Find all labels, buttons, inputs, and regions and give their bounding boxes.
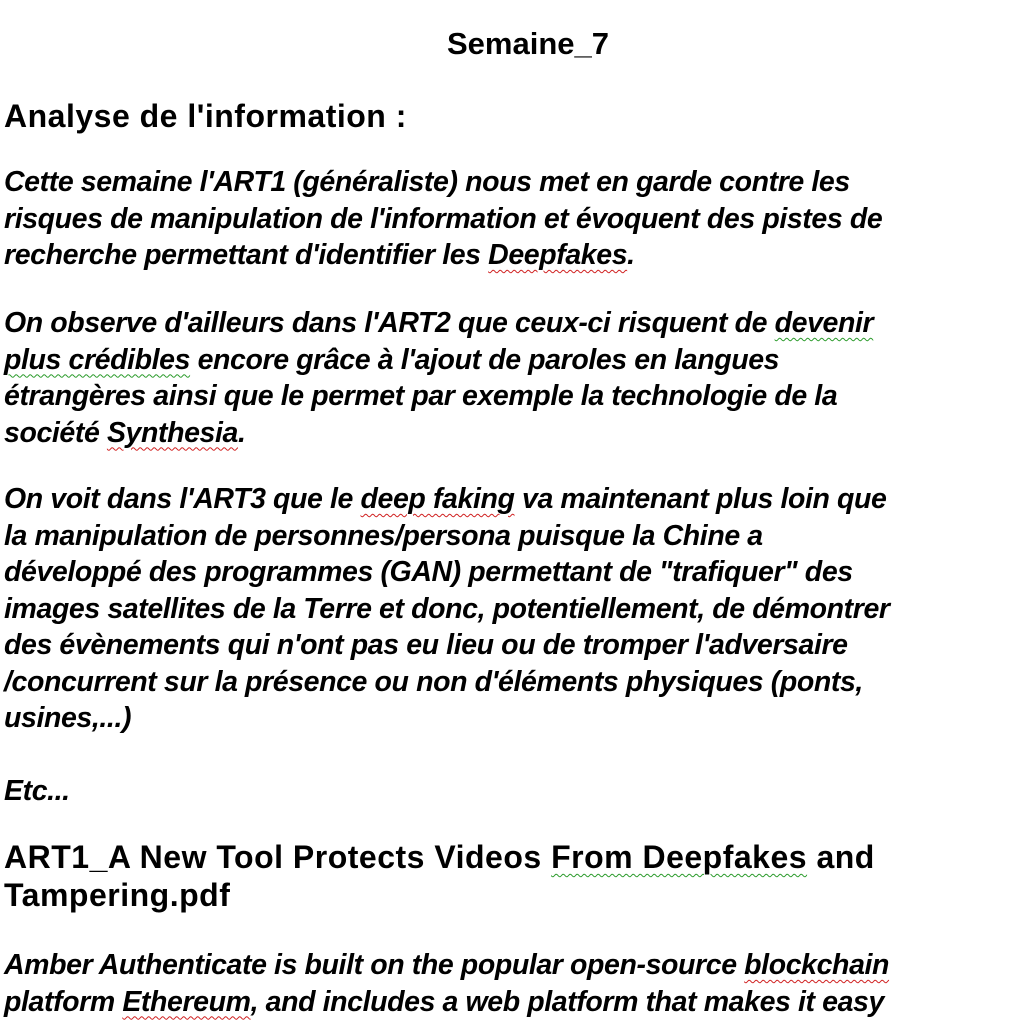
text-run: . xyxy=(237,416,246,449)
text-run: . xyxy=(627,239,635,271)
text-line: Etc... xyxy=(4,775,70,807)
section-heading: Analyse de l'information : xyxy=(4,98,407,134)
text-line xyxy=(4,342,1024,379)
text-line: étrangères ainsi que le permet par exemple la technologie de la xyxy=(4,380,838,412)
text-line xyxy=(4,415,1024,452)
text-line xyxy=(4,481,1024,518)
text-run: va maintenant plus loin que xyxy=(514,483,887,515)
text-run: Amber Authenticate is built on the popular open-source xyxy=(4,949,745,981)
grammar-check-word: devenir xyxy=(774,307,874,339)
heading-line: Tampering.pdf xyxy=(4,877,231,913)
text-line: des évènements qui n'ont pas eu lieu ou de tromper l'adversaire xyxy=(4,629,848,661)
text-run: On observe d'ailleurs dans l'ART2 que ceux-ci risquent de xyxy=(4,307,775,339)
text-run: platform xyxy=(4,985,123,1018)
paragraph-art1-summary xyxy=(4,164,1024,274)
text-run: encore grâce à l'ajout de paroles en langues xyxy=(190,343,780,376)
text-line: la manipulation de personnes/persona puisque la Chine a xyxy=(4,519,763,552)
spellcheck-word: deep faking xyxy=(360,483,515,515)
text-run: société xyxy=(4,416,107,449)
text-run: On voit dans l'ART3 que le xyxy=(4,483,361,515)
text-line xyxy=(4,305,1024,342)
page-title: Semaine_7 xyxy=(447,26,609,61)
text-line xyxy=(4,947,1024,984)
text-line xyxy=(4,237,1024,274)
text-line: développé des programmes (GAN) permettant de "trafiquer" des xyxy=(4,556,853,588)
spellcheck-word: Deepfakes xyxy=(488,239,628,271)
paragraph-etc xyxy=(4,773,1024,810)
spellcheck-word: blockchain xyxy=(744,949,890,981)
paragraph-art1-quote xyxy=(4,947,1024,1020)
text-run: and xyxy=(807,839,875,875)
paragraph-art2-summary xyxy=(4,305,1024,451)
heading-line xyxy=(4,838,875,876)
art1-heading xyxy=(4,838,875,914)
text-line: Cette semaine l'ART1 (généraliste) nous met en garde contre les xyxy=(4,166,850,198)
grammar-check-word: plus crédibles xyxy=(4,343,191,376)
text-run: , and includes a web platform that makes it easy xyxy=(250,985,884,1018)
spellcheck-word: Ethereum xyxy=(122,985,251,1018)
text-line: usines,...) xyxy=(4,702,132,734)
text-run: recherche permettant d'identifier les xyxy=(4,239,489,271)
spellcheck-word: Synthesia xyxy=(106,416,238,449)
grammar-check-word: From Deepfakes xyxy=(551,839,808,875)
paragraph-art3-summary xyxy=(4,481,1024,737)
text-line: risques de manipulation de l'information et évoquent des pistes de xyxy=(4,202,883,235)
text-run: ART1_A New Tool Protects Videos xyxy=(4,839,552,875)
text-line: /concurrent sur la présence ou non d'éléments physiques (ponts, xyxy=(4,665,863,698)
text-line xyxy=(4,984,1024,1021)
text-line: images satellites de la Terre et donc, potentiellement, de démontrer xyxy=(4,592,890,625)
